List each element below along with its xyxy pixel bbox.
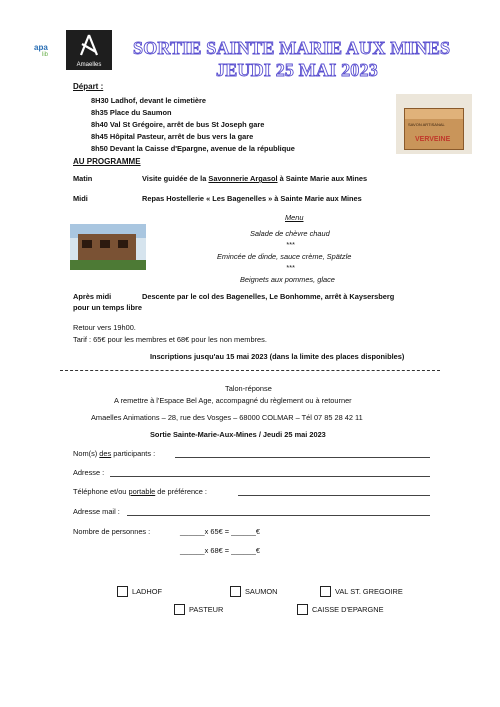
soap-box-verveine: VERVEINE xyxy=(415,136,451,143)
matin-text: Visite guidée de la Savonnerie Argasol à Sainte Marie aux Mines xyxy=(142,174,368,183)
talon-instructions: A remettre à l'Espace Bel Age, accompagné du règlement ou à retourner xyxy=(114,396,352,405)
menu-item: Salade de chèvre chaud xyxy=(250,229,330,238)
checkbox-val-st-gregoire-label: VAL ST. GREGOIRE xyxy=(335,587,403,596)
checkbox-val-st-gregoire[interactable] xyxy=(320,586,331,597)
matin-label: Matin xyxy=(73,174,93,183)
soap-box-label: SAVON ARTISANAL xyxy=(408,122,445,127)
adresse-label: Adresse : xyxy=(73,468,105,477)
adresse-field[interactable] xyxy=(110,476,430,477)
checkbox-caisse-epargne[interactable] xyxy=(297,604,308,615)
mail-label: Adresse mail : xyxy=(73,507,120,516)
depart-label: Départ : xyxy=(73,82,104,91)
checkbox-saumon-label: SAUMON xyxy=(245,587,278,596)
amaelles-logo xyxy=(66,30,112,70)
midi-text: Repas Hostellerie « Les Bagenelles » à Sainte Marie aux Mines xyxy=(142,194,362,203)
midi-label: Midi xyxy=(73,194,88,203)
apalib-logo: apa lib xyxy=(34,43,49,58)
tarif-text: Tarif : 65€ pour les membres et 68€ pour les non membres. xyxy=(73,335,267,344)
depart-stop: 8h50 Devant la Caisse d'Epargne, avenue de la république xyxy=(91,144,295,153)
checkbox-ladhof[interactable] xyxy=(117,586,128,597)
depart-stop: 8H30 Ladhof, devant le cimetière xyxy=(91,96,207,105)
programme-heading: AU PROGRAMME xyxy=(73,157,141,166)
depart-stop: 8h45 Hôpital Pasteur, arrêt de bus vers la gare xyxy=(91,132,254,141)
event-date: JEUDI 25 MAI 2023 xyxy=(216,60,378,80)
price-row-members[interactable]: ______x 65€ = ______€ xyxy=(180,527,260,536)
soap-box-photo xyxy=(396,94,472,154)
soap-box xyxy=(404,108,464,150)
participants-field[interactable] xyxy=(175,457,430,458)
talon-address: Amaelles Animations – 28, rue des Vosges – 68000 COLMAR – Tél 07 85 28 42 11 xyxy=(91,413,363,422)
price-row-non-members[interactable]: ______x 68€ = ______€ xyxy=(180,546,260,555)
menu-separator: *** xyxy=(286,240,295,249)
talon-event: Sortie Sainte-Marie-Aux-Mines / Jeudi 25 mai 2023 xyxy=(150,430,326,439)
depart-stop: 8h40 Val St Grégoire, arrêt de bus St Joseph gare xyxy=(91,120,265,129)
mail-field[interactable] xyxy=(127,515,430,516)
depart-stop: 8h35 Place du Saumon xyxy=(91,108,172,117)
checkbox-pasteur-label: PASTEUR xyxy=(189,605,224,614)
amaelles-logo-text: Amaelles xyxy=(76,62,102,68)
menu-heading: Menu xyxy=(285,213,304,222)
cut-line xyxy=(60,370,440,371)
talon-heading: Talon-réponse xyxy=(225,384,272,393)
participants-label: Nom(s) des participants : xyxy=(73,449,156,458)
menu-item: Beignets aux pommes, glace xyxy=(240,275,335,284)
afternoon-label: Après midi xyxy=(73,292,112,301)
checkbox-saumon[interactable] xyxy=(230,586,241,597)
checkbox-ladhof-label: LADHOF xyxy=(132,587,162,596)
afternoon-text-2: pour un temps libre xyxy=(73,303,142,312)
nombre-label: Nombre de personnes : xyxy=(73,527,151,536)
afternoon-text: Descente par le col des Bagenelles, Le Bonhomme, arrêt à Kaysersberg xyxy=(142,292,395,301)
checkbox-caisse-epargne-label: CAISSE D'EPARGNE xyxy=(312,605,384,614)
telephone-field[interactable] xyxy=(238,495,430,496)
retour-text: Retour vers 19h00. xyxy=(73,323,136,332)
telephone-label: Téléphone et/ou portable de préférence : xyxy=(73,487,207,496)
menu-separator: *** xyxy=(286,263,295,272)
menu-item: Emincée de dinde, sauce crème, Spätzle xyxy=(217,252,352,261)
event-title: SORTIE SAINTE MARIE AUX MINES xyxy=(133,38,451,58)
inscriptions-text: Inscriptions jusqu'au 15 mai 2023 (dans la limite des places disponibles) xyxy=(150,352,405,361)
restaurant-photo xyxy=(70,224,146,270)
amaelles-logo-mark xyxy=(66,30,112,60)
checkbox-pasteur[interactable] xyxy=(174,604,185,615)
